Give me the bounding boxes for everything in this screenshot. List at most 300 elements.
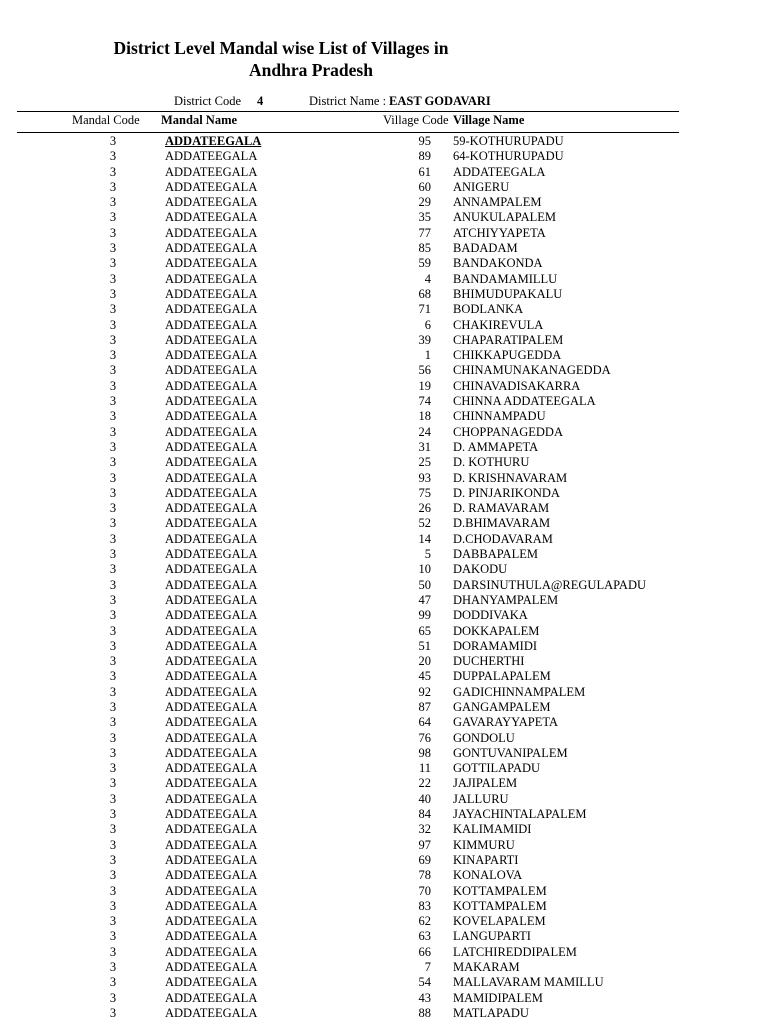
table-row xyxy=(0,348,768,363)
village-code-cell: 56 xyxy=(418,363,431,378)
mandal-name-cell: ADDATEEGALA xyxy=(165,363,258,378)
mandal-name-cell: ADDATEEGALA xyxy=(165,654,258,669)
table-row xyxy=(0,210,768,225)
village-code-cell: 1 xyxy=(424,348,431,363)
table-row xyxy=(0,195,768,210)
mandal-code-cell: 3 xyxy=(109,638,117,653)
village-code-cell: 68 xyxy=(418,286,431,301)
mandal-name-cell: ADDATEEGALA xyxy=(165,286,258,301)
village-code-cell: 63 xyxy=(418,929,431,944)
mandal-name-cell: ADDATEEGALA xyxy=(165,439,258,454)
village-code-cell: 59 xyxy=(418,256,431,271)
village-name-cell: GANGAMPALEM xyxy=(453,699,551,714)
mandal-name-cell: ADDATEEGALA xyxy=(165,424,258,439)
mandal-code-cell: 3 xyxy=(109,699,117,714)
mandal-code-cell: 3 xyxy=(109,944,117,959)
table-row xyxy=(0,807,768,822)
table-row xyxy=(0,593,768,608)
village-name-cell: GONTUVANIPALEM xyxy=(453,745,568,760)
village-code-cell: 77 xyxy=(418,225,431,240)
mandal-code-cell: 3 xyxy=(109,409,117,424)
table-row xyxy=(0,287,768,302)
column-header-mandal-code: Mandal Code xyxy=(72,113,140,127)
village-code-cell: 5 xyxy=(424,547,431,562)
table-row xyxy=(0,165,768,180)
village-name-cell: GONDOLU xyxy=(453,730,515,745)
table-row xyxy=(0,868,768,883)
mandal-code-cell: 3 xyxy=(109,715,117,730)
village-name-cell: BANDAKONDA xyxy=(453,256,543,271)
mandal-code-cell: 3 xyxy=(109,852,117,867)
village-name-cell: DOKKAPALEM xyxy=(453,623,540,638)
village-name-cell: CHINAMUNAKANAGEDDA xyxy=(453,363,611,378)
village-name-cell: ANIGERU xyxy=(453,179,510,194)
mandal-code-cell: 3 xyxy=(109,837,117,852)
village-code-cell: 66 xyxy=(418,944,431,959)
mandal-code-cell: 3 xyxy=(109,608,117,623)
table-row xyxy=(0,149,768,164)
village-code-cell: 60 xyxy=(418,179,431,194)
village-code-cell: 69 xyxy=(418,852,431,867)
village-code-cell: 24 xyxy=(418,424,431,439)
title-line-2: Andhra Pradesh xyxy=(249,60,373,80)
village-name-cell: KOTTAMPALEM xyxy=(453,898,547,913)
village-code-cell: 18 xyxy=(418,409,431,424)
village-code-cell: 47 xyxy=(418,592,431,607)
table-row xyxy=(0,945,768,960)
mandal-name-cell: ADDATEEGALA xyxy=(165,179,258,194)
mandal-name-cell: ADDATEEGALA xyxy=(165,623,258,638)
table-row xyxy=(0,272,768,287)
table-row xyxy=(0,318,768,333)
mandal-code-cell: 3 xyxy=(109,363,117,378)
village-code-cell: 74 xyxy=(418,394,431,409)
mandal-name-cell: ADDATEEGALA xyxy=(165,669,258,684)
village-name-cell: JAJIPALEM xyxy=(453,776,518,791)
village-code-cell: 45 xyxy=(418,669,431,684)
village-code-cell: 7 xyxy=(424,960,431,975)
village-name-cell: DUPPALAPALEM xyxy=(453,669,551,684)
village-code-cell: 98 xyxy=(418,745,431,760)
mandal-name-cell: ADDATEEGALA xyxy=(165,837,258,852)
village-code-cell: 43 xyxy=(418,990,431,1005)
village-code-cell: 83 xyxy=(418,898,431,913)
mandal-name-cell: ADDATEEGALA xyxy=(165,241,258,256)
mandal-code-cell: 3 xyxy=(109,898,117,913)
mandal-name-cell: ADDATEEGALA xyxy=(165,745,258,760)
village-name-cell: DHANYAMPALEM xyxy=(453,592,559,607)
village-code-cell: 26 xyxy=(418,501,431,516)
village-code-cell: 84 xyxy=(418,807,431,822)
village-name-cell: BADADAM xyxy=(453,241,518,256)
mandal-name-cell: ADDATEEGALA xyxy=(165,531,258,546)
village-name-cell: D.BHIMAVARAM xyxy=(453,516,551,531)
mandal-code-cell: 3 xyxy=(109,868,117,883)
village-code-cell: 40 xyxy=(418,791,431,806)
mandal-code-cell: 3 xyxy=(109,332,117,347)
mandal-code-cell: 3 xyxy=(109,378,117,393)
table-row xyxy=(0,486,768,501)
mandal-code-cell: 3 xyxy=(109,929,117,944)
table-row xyxy=(0,685,768,700)
village-code-cell: 76 xyxy=(418,730,431,745)
village-name-cell: CHOPPANAGEDDA xyxy=(453,424,563,439)
village-code-cell: 64 xyxy=(418,715,431,730)
village-code-cell: 97 xyxy=(418,837,431,852)
mandal-code-cell: 3 xyxy=(109,241,117,256)
mandal-name-cell: ADDATEEGALA xyxy=(165,394,258,409)
village-code-cell: 75 xyxy=(418,485,431,500)
mandal-code-cell: 3 xyxy=(109,730,117,745)
mandal-name-cell: ADDATEEGALA xyxy=(165,684,258,699)
mandal-code-cell: 3 xyxy=(109,776,117,791)
village-name-cell: DAKODU xyxy=(453,562,508,577)
village-code-cell: 6 xyxy=(424,317,431,332)
mandal-code-cell: 3 xyxy=(109,516,117,531)
mandal-name-cell: ADDATEEGALA xyxy=(165,210,258,225)
table-row xyxy=(0,501,768,516)
table-row xyxy=(0,363,768,378)
table-row xyxy=(0,302,768,317)
mandal-name-cell: ADDATEEGALA xyxy=(165,868,258,883)
mandal-name-cell: ADDATEEGALA xyxy=(165,914,258,929)
village-name-cell: LANGUPARTI xyxy=(453,929,531,944)
mandal-code-cell: 3 xyxy=(109,455,117,470)
village-code-cell: 71 xyxy=(418,302,431,317)
table-row xyxy=(0,394,768,409)
table-row xyxy=(0,333,768,348)
mandal-code-cell: 3 xyxy=(109,164,117,179)
village-code-cell: 14 xyxy=(418,531,431,546)
village-name-cell: KOTTAMPALEM xyxy=(453,883,547,898)
mandal-name-cell: ADDATEEGALA xyxy=(165,944,258,959)
village-name-cell: BANDAMAMILLU xyxy=(453,271,558,286)
village-code-cell: 51 xyxy=(418,638,431,653)
mandal-name-cell: ADDATEEGALA xyxy=(165,807,258,822)
mandal-code-cell: 3 xyxy=(109,424,117,439)
village-table-body xyxy=(0,134,768,1021)
village-name-cell: CHAPARATIPALEM xyxy=(453,332,564,347)
village-code-cell: 11 xyxy=(418,761,431,776)
mandal-name-cell: ADDATEEGALA xyxy=(165,638,258,653)
village-code-cell: 87 xyxy=(418,699,431,714)
mandal-name-cell: ADDATEEGALA xyxy=(165,455,258,470)
village-name-cell: KONALOVA xyxy=(453,868,523,883)
table-row xyxy=(0,547,768,562)
village-name-cell: D. AMMAPETA xyxy=(453,439,539,454)
mandal-name-cell: ADDATEEGALA xyxy=(165,852,258,867)
village-code-cell: 32 xyxy=(418,822,431,837)
mandal-name-cell: ADDATEEGALA xyxy=(165,592,258,607)
mandal-name-cell: ADDATEEGALA xyxy=(165,378,258,393)
table-row xyxy=(0,241,768,256)
village-code-cell: 78 xyxy=(418,868,431,883)
village-name-cell: D. PINJARIKONDA xyxy=(453,485,560,500)
table-row xyxy=(0,516,768,531)
village-code-cell: 61 xyxy=(418,164,431,179)
mandal-code-cell: 3 xyxy=(109,210,117,225)
table-row xyxy=(0,975,768,990)
table-row xyxy=(0,134,768,149)
mandal-code-cell: 3 xyxy=(109,975,117,990)
village-name-cell: BODLANKA xyxy=(453,302,524,317)
village-name-cell: LATCHIREDDIPALEM xyxy=(453,944,577,959)
mandal-code-cell: 3 xyxy=(109,195,117,210)
table-row xyxy=(0,669,768,684)
mandal-name-cell: ADDATEEGALA xyxy=(165,822,258,837)
village-name-cell: MATLAPADU xyxy=(453,1005,529,1020)
village-name-cell: BHIMUDUPAKALU xyxy=(453,286,563,301)
mandal-code-cell: 3 xyxy=(109,1005,117,1020)
column-header-village-code: Village Code xyxy=(383,113,449,127)
table-row xyxy=(0,1006,768,1021)
table-row xyxy=(0,256,768,271)
table-row xyxy=(0,608,768,623)
table-row xyxy=(0,822,768,837)
village-name-cell: D.CHODAVARAM xyxy=(453,531,553,546)
table-row xyxy=(0,654,768,669)
mandal-name-cell: ADDATEEGALA xyxy=(165,501,258,516)
village-name-cell: KINAPARTI xyxy=(453,852,519,867)
mandal-name-cell: ADDATEEGALA xyxy=(165,195,258,210)
mandal-name-cell: ADDATEEGALA xyxy=(165,608,258,623)
village-name-cell: MAKARAM xyxy=(453,960,520,975)
village-code-cell: 92 xyxy=(418,684,431,699)
village-name-cell: GAVARAYYAPETA xyxy=(453,715,559,730)
mandal-code-cell: 3 xyxy=(109,623,117,638)
mandal-name-cell: ADDATEEGALA xyxy=(165,699,258,714)
village-code-cell: 35 xyxy=(418,210,431,225)
village-code-cell: 10 xyxy=(418,562,431,577)
village-code-cell: 4 xyxy=(424,271,431,286)
district-name-label: District Name : xyxy=(309,94,387,108)
table-row xyxy=(0,899,768,914)
table-row xyxy=(0,838,768,853)
mandal-name-cell: ADDATEEGALA xyxy=(165,960,258,975)
village-name-cell: CHAKIREVULA xyxy=(453,317,544,332)
village-name-cell: JAYACHINTALAPALEM xyxy=(453,807,587,822)
mandal-code-cell: 3 xyxy=(109,654,117,669)
mandal-name-cell: ADDATEEGALA xyxy=(165,547,258,562)
mandal-name-cell: ADDATEEGALA xyxy=(165,730,258,745)
village-name-cell: CHINAVADISAKARRA xyxy=(453,378,581,393)
village-code-cell: 62 xyxy=(418,914,431,929)
village-name-cell: 59-KOTHURUPADU xyxy=(453,134,564,148)
column-header-village-name: Village Name xyxy=(453,113,525,127)
mandal-code-cell: 3 xyxy=(109,577,117,592)
mandal-code-cell: 3 xyxy=(109,562,117,577)
mandal-name-cell: ADDATEEGALA xyxy=(165,485,258,500)
mandal-code-cell: 3 xyxy=(109,501,117,516)
mandal-code-cell: 3 xyxy=(109,302,117,317)
table-row xyxy=(0,776,768,791)
district-code-label: District Code xyxy=(174,94,242,108)
table-row xyxy=(0,715,768,730)
village-name-cell: CHIKKAPUGEDDA xyxy=(453,348,562,363)
village-code-cell: 19 xyxy=(418,378,431,393)
mandal-code-cell: 3 xyxy=(109,592,117,607)
mandal-name-cell: ADDATEEGALA xyxy=(165,776,258,791)
mandal-name-cell: ADDATEEGALA xyxy=(165,990,258,1005)
village-code-cell: 70 xyxy=(418,883,431,898)
village-code-cell: 20 xyxy=(418,654,431,669)
village-code-cell: 31 xyxy=(418,439,431,454)
mandal-code-cell: 3 xyxy=(109,256,117,271)
village-name-cell: GOTTILAPADU xyxy=(453,761,541,776)
mandal-code-cell: 3 xyxy=(109,317,117,332)
table-row xyxy=(0,914,768,929)
village-name-cell: KOVELAPALEM xyxy=(453,914,546,929)
mandal-code-cell: 3 xyxy=(109,791,117,806)
village-name-cell: DABBAPALEM xyxy=(453,547,538,562)
table-row xyxy=(0,853,768,868)
village-code-cell: 52 xyxy=(418,516,431,531)
table-row xyxy=(0,761,768,776)
village-name-cell: D. KRISHNAVARAM xyxy=(453,470,568,485)
mandal-code-cell: 3 xyxy=(109,134,117,148)
mandal-code-cell: 3 xyxy=(109,531,117,546)
mandal-name-cell: ADDATEEGALA xyxy=(165,149,258,164)
table-row xyxy=(0,562,768,577)
table-row xyxy=(0,731,768,746)
mandal-code-cell: 3 xyxy=(109,883,117,898)
mandal-name-cell: ADDATEEGALA xyxy=(165,256,258,271)
table-row xyxy=(0,792,768,807)
table-row xyxy=(0,455,768,470)
mandal-code-cell: 3 xyxy=(109,179,117,194)
mandal-name-cell: ADDATEEGALA xyxy=(165,332,258,347)
village-code-cell: 65 xyxy=(418,623,431,638)
table-row xyxy=(0,639,768,654)
mandal-code-cell: 3 xyxy=(109,286,117,301)
mandal-name-cell: ADDATEEGALA xyxy=(165,1005,258,1020)
table-row xyxy=(0,700,768,715)
mandal-code-cell: 3 xyxy=(109,990,117,1005)
village-code-cell: 39 xyxy=(418,332,431,347)
village-code-cell: 22 xyxy=(418,776,431,791)
column-header-mandal-name: Mandal Name xyxy=(161,113,238,127)
table-row xyxy=(0,884,768,899)
mandal-name-cell: ADDATEEGALA xyxy=(165,791,258,806)
header-rule-bottom xyxy=(17,132,679,133)
mandal-code-cell: 3 xyxy=(109,485,117,500)
mandal-name-cell: ADDATEEGALA xyxy=(165,898,258,913)
mandal-name-cell: ADDATEEGALA xyxy=(165,409,258,424)
mandal-code-cell: 3 xyxy=(109,439,117,454)
mandal-code-cell: 3 xyxy=(109,960,117,975)
village-name-cell: DORAMAMIDI xyxy=(453,638,538,653)
mandal-code-cell: 3 xyxy=(109,348,117,363)
mandal-code-cell: 3 xyxy=(109,684,117,699)
mandal-code-cell: 3 xyxy=(109,394,117,409)
mandal-name-cell: ADDATEEGALA xyxy=(165,975,258,990)
mandal-code-cell: 3 xyxy=(109,669,117,684)
village-name-cell: DARSINUTHULA@REGULAPADU xyxy=(453,577,646,592)
village-code-cell: 99 xyxy=(418,608,431,623)
table-row xyxy=(0,440,768,455)
table-row xyxy=(0,532,768,547)
mandal-code-cell: 3 xyxy=(109,822,117,837)
mandal-name-cell: ADDATEEGALA xyxy=(165,317,258,332)
mandal-code-cell: 3 xyxy=(109,225,117,240)
village-code-cell: 50 xyxy=(418,577,431,592)
table-row xyxy=(0,379,768,394)
village-name-cell: JALLURU xyxy=(453,791,509,806)
village-name-cell: DODDIVAKA xyxy=(453,608,528,623)
table-row xyxy=(0,471,768,486)
mandal-name-cell: ADDATEEGALA xyxy=(165,225,258,240)
village-code-cell: 93 xyxy=(418,470,431,485)
mandal-name-cell: ADDATEEGALA xyxy=(165,134,262,148)
mandal-name-cell: ADDATEEGALA xyxy=(165,883,258,898)
mandal-name-cell: ADDATEEGALA xyxy=(165,348,258,363)
title-line-1: District Level Mandal wise List of Villages in xyxy=(113,38,449,58)
village-code-cell: 88 xyxy=(418,1005,431,1020)
village-name-cell: D. KOTHURU xyxy=(453,455,530,470)
village-name-cell: CHINNA ADDATEEGALA xyxy=(453,394,596,409)
mandal-name-cell: ADDATEEGALA xyxy=(165,271,258,286)
mandal-code-cell: 3 xyxy=(109,914,117,929)
village-name-cell: GADICHINNAMPALEM xyxy=(453,684,586,699)
table-row xyxy=(0,409,768,424)
mandal-name-cell: ADDATEEGALA xyxy=(165,516,258,531)
mandal-code-cell: 3 xyxy=(109,470,117,485)
village-code-cell: 95 xyxy=(418,134,431,148)
table-row xyxy=(0,929,768,944)
village-name-cell: ANUKULAPALEM xyxy=(453,210,557,225)
village-name-cell: KALIMAMIDI xyxy=(453,822,532,837)
table-row xyxy=(0,180,768,195)
village-name-cell: CHINNAMPADU xyxy=(453,409,546,424)
mandal-name-cell: ADDATEEGALA xyxy=(165,577,258,592)
village-code-cell: 29 xyxy=(418,195,431,210)
village-name-cell: D. RAMAVARAM xyxy=(453,501,550,516)
village-code-cell: 25 xyxy=(418,455,431,470)
mandal-code-cell: 3 xyxy=(109,271,117,286)
table-row xyxy=(0,746,768,761)
mandal-name-cell: ADDATEEGALA xyxy=(165,761,258,776)
village-name-cell: MAMIDIPALEM xyxy=(453,990,543,1005)
table-row xyxy=(0,578,768,593)
village-name-cell: ADDATEEGALA xyxy=(453,164,546,179)
document-title xyxy=(0,37,562,81)
mandal-code-cell: 3 xyxy=(109,761,117,776)
district-name-value: EAST GODAVARI xyxy=(389,94,491,108)
mandal-code-cell: 3 xyxy=(109,149,117,164)
village-name-cell: ANNAMPALEM xyxy=(453,195,542,210)
village-code-cell: 85 xyxy=(418,241,431,256)
mandal-name-cell: ADDATEEGALA xyxy=(165,470,258,485)
mandal-code-cell: 3 xyxy=(109,807,117,822)
table-row xyxy=(0,624,768,639)
village-code-cell: 89 xyxy=(418,149,431,164)
mandal-name-cell: ADDATEEGALA xyxy=(165,302,258,317)
village-code-cell: 54 xyxy=(418,975,431,990)
table-row xyxy=(0,960,768,975)
village-name-cell: KIMMURU xyxy=(453,837,515,852)
mandal-name-cell: ADDATEEGALA xyxy=(165,562,258,577)
village-name-cell: DUCHERTHI xyxy=(453,654,525,669)
mandal-name-cell: ADDATEEGALA xyxy=(165,929,258,944)
mandal-code-cell: 3 xyxy=(109,547,117,562)
village-name-cell: ATCHIYYAPETA xyxy=(453,225,546,240)
table-row xyxy=(0,991,768,1006)
village-name-cell: 64-KOTHURUPADU xyxy=(453,149,564,164)
table-row xyxy=(0,425,768,440)
mandal-name-cell: ADDATEEGALA xyxy=(165,715,258,730)
mandal-name-cell: ADDATEEGALA xyxy=(165,164,258,179)
village-name-cell: MALLAVARAM MAMILLU xyxy=(453,975,604,990)
